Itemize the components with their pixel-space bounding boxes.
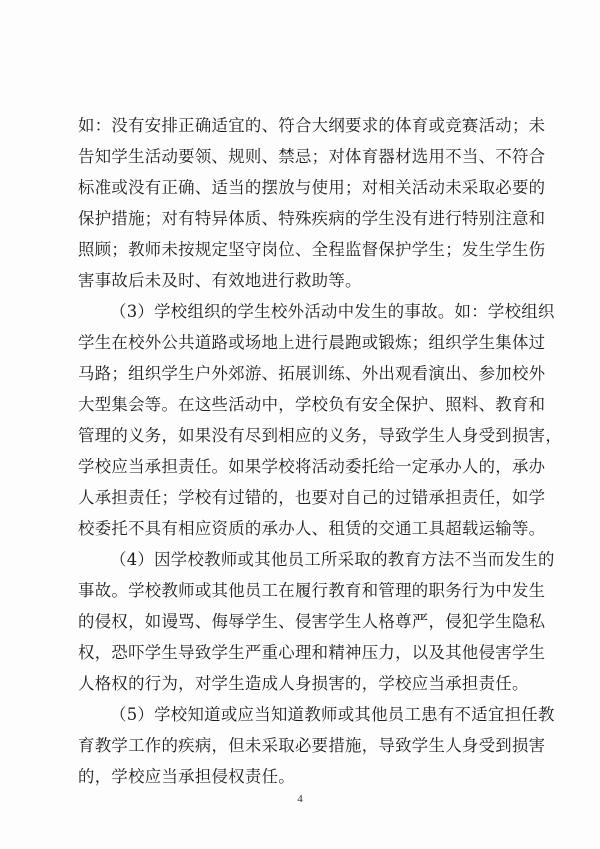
- text-line: 学校应当承担责任。如果学校将活动委托给一定承办人的，承办: [78, 457, 546, 476]
- paragraph-4-first-line: （4）因学校教师或其他员工所采取的教育方法不当而发生的: [110, 550, 555, 569]
- text-line: 害事故后未及时、有效地进行救助等。: [78, 271, 362, 290]
- text-line: 人格权的行为，对学生造成人身损害的，学校应当承担责任。: [78, 674, 529, 693]
- text-line: 大型集会等。在这些活动中，学校负有安全保护、照料、教育和: [78, 395, 546, 414]
- text-line: 学生在校外公共道路或场地上进行晨跑或锻炼；组织学生集体过: [78, 333, 546, 352]
- text-line: 的侵权，如谩骂、侮辱学生、侵害学生人格尊严，侵犯学生隐私: [78, 612, 546, 631]
- text-line: 事故。学校教师或其他员工在履行教育和管理的职务行为中发生: [78, 581, 546, 600]
- text-line: 管理的义务，如果没有尽到相应的义务，导致学生人身受到损害，: [78, 426, 563, 445]
- text-line: 如：没有安排正确适宜的、符合大纲要求的体育或竞赛活动；未: [78, 116, 546, 135]
- text-line: 权，恐吓学生导致学生严重心理和精神压力，以及其他侵害学生: [78, 643, 546, 662]
- text-line: 校委托不具有相应资质的承办人、租赁的交通工具超载运输等。: [78, 519, 546, 538]
- text-line: 马路；组织学生户外郊游、拓展训练、外出观看演出、参加校外: [78, 364, 546, 383]
- text-line: 育教学工作的疾病，但未采取必要措施，导致学生人身受到损害: [78, 736, 546, 755]
- text-line: 告知学生活动要领、规则、禁忌；对体育器材选用不当、不符合: [78, 147, 546, 166]
- paragraph-3-first-line: （3）学校组织的学生校外活动中发生的事故。如：学校组织: [110, 302, 555, 321]
- text-line: 保护措施；对有特异体质、特殊疾病的学生没有进行特别注意和: [78, 209, 546, 228]
- text-line: 标准或没有正确、适当的摆放与使用；对相关活动未采取必要的: [78, 178, 546, 197]
- text-line: 的，学校应当承担侵权责任。: [78, 767, 295, 786]
- text-line: 人承担责任；学校有过错的，也要对自己的过错承担责任，如学: [78, 488, 546, 507]
- page-number: 4: [297, 793, 303, 805]
- text-line: 照顾；教师未按规定坚守岗位、全程监督保护学生；发生学生伤: [78, 240, 546, 259]
- paragraph-5-first-line: （5）学校知道或应当知道教师或其他员工患有不适宜担任教: [110, 705, 555, 724]
